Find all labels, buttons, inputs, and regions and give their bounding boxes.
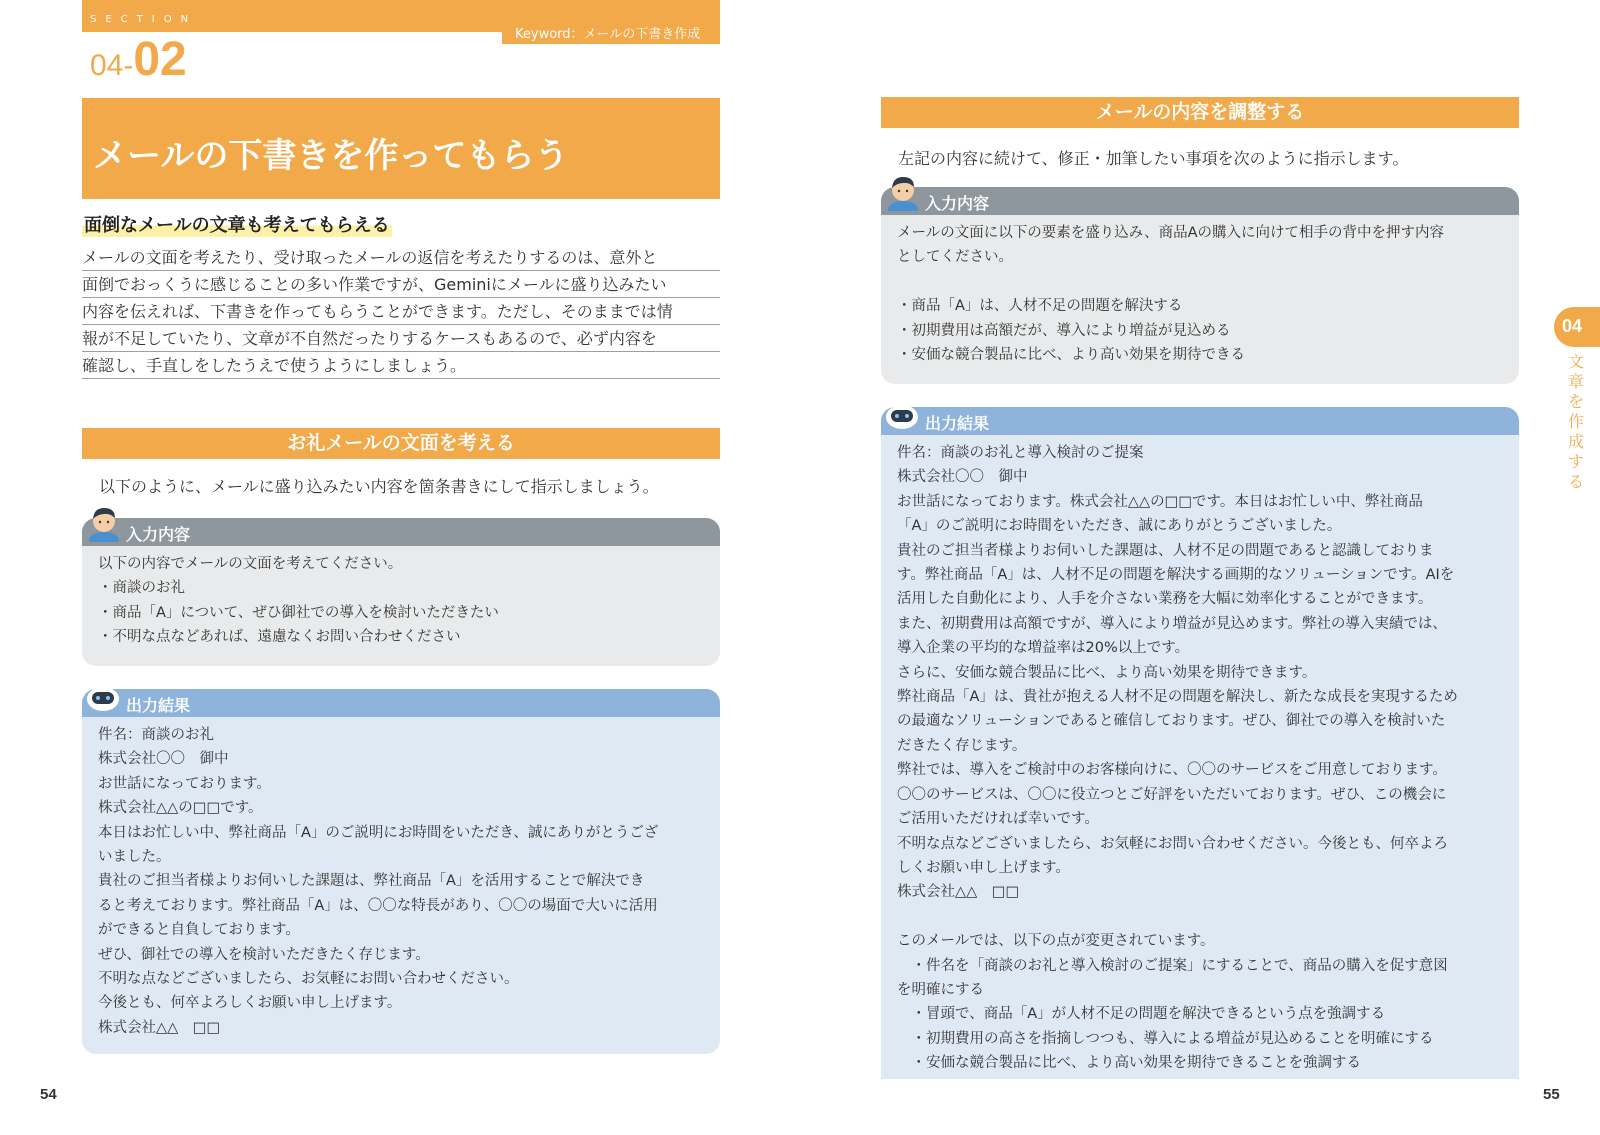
right-output-panel-title: 出力結果 <box>925 414 990 433</box>
output-line: 株式会社△△ □□ <box>897 884 1020 901</box>
left-section-heading: お礼メールの文面を考える <box>82 428 720 459</box>
left-input-panel <box>82 518 720 666</box>
output-line: ると考えております。弊社商品「A」は、〇〇な特長があり、〇〇の場面で大いに活用 <box>98 897 658 914</box>
output-line: さらに、安価な競合製品に比べ、より高い効果を期待できます。 <box>897 664 1317 681</box>
output-line: 株式会社〇〇 御中 <box>98 751 229 768</box>
output-line: を明確にする <box>897 981 984 998</box>
output-line: いました。 <box>98 849 171 866</box>
right-output-content <box>881 435 1519 1076</box>
input-line: ・初期費用は高額だが、導入により増益が見込める <box>897 322 1231 339</box>
input-line: ・安価な競合製品に比べ、より高い効果を期待できる <box>897 347 1245 364</box>
output-line: す。弊社商品「A」は、人材不足の問題を解決する画期的なソリューションです。AIを <box>897 567 1455 584</box>
sub-heading: 面倒なメールの文章も考えてもらえる <box>82 211 392 237</box>
left-input-content <box>82 546 720 650</box>
output-line: 弊社では、導入をご検討中のお客様向けに、〇〇のサービスをご用意しております。 <box>897 762 1447 779</box>
output-line: 不明な点などございましたら、お気軽にお問い合わせください。今後とも、何卒よろ <box>897 835 1448 852</box>
input-line: ・不明な点などあれば、遠慮なくお問い合わせください <box>98 629 461 646</box>
left-output-content <box>82 717 720 1040</box>
right-output-panel <box>881 407 1519 1079</box>
output-line: 「A」のご説明にお時間をいただき、誠にありがとうございました。 <box>897 518 1342 535</box>
right-intro-text: 左記の内容に続けて、修正・加筆したい事項を次のように指示します。 <box>898 149 1409 168</box>
output-line: ができると自負しております。 <box>98 922 300 939</box>
output-line: 今後とも、何卒よろしくお願い申し上げます。 <box>98 995 402 1012</box>
body-line: メールの文面を考えたり、受け取ったメールの返信を考えたりするのは、意外と <box>82 244 720 271</box>
chapter-tab-label <box>1566 352 1586 492</box>
body-paragraph <box>82 244 720 379</box>
output-line: ぜひ、御社での導入を検討いただきたく存じます。 <box>98 946 430 963</box>
input-line: 以下の内容でメールの文面を考えてください。 <box>98 556 403 572</box>
body-line: 確認し、手直しをしたうえで使うようにしましょう。 <box>82 352 720 379</box>
output-line: 導入企業の平均的な増益率は20%以上です。 <box>897 640 1190 657</box>
section-number <box>90 33 187 86</box>
person-avatar-icon <box>88 502 120 542</box>
body-line: 報が不足していたり、文章が不自然だったりするケースもあるので、必ず内容を <box>82 325 720 352</box>
chapter-tab-number: 04 <box>1562 316 1583 336</box>
output-line: 株式会社△△ □□ <box>98 1019 221 1036</box>
right-input-panel <box>881 187 1519 384</box>
robot-icon <box>86 683 120 713</box>
right-input-content <box>881 215 1519 367</box>
body-line: 面倒でおっくうに感じることの多い作業ですが、Geminiにメールに盛り込みたい <box>82 271 720 298</box>
output-line: 株式会社〇〇 御中 <box>897 469 1028 486</box>
person-avatar-icon <box>887 171 919 211</box>
output-line: 件名：商談のお礼と導入検討のご提案 <box>897 445 1144 461</box>
left-input-panel-title: 入力内容 <box>126 525 191 544</box>
input-line: メールの文面に以下の要素を盛り込み、商品Aの購入に向けて相手の背中を押す内容 <box>897 225 1444 241</box>
output-line: 株式会社△△の□□です。 <box>98 800 263 817</box>
output-line: お世話になっております。株式会社△△の□□です。本日はお忙しい中、弊社商品 <box>897 493 1423 510</box>
right-section-heading: メールの内容を調整する <box>881 97 1519 128</box>
page-number-right: 55 <box>1543 1086 1560 1103</box>
left-intro-text: 以下のように、メールに盛り込みたい内容を箇条書きにして指示しましょう。 <box>99 477 659 496</box>
output-line <box>897 905 1503 929</box>
left-output-panel-title: 出力結果 <box>126 696 191 715</box>
output-line: また、初期費用は高額ですが、導入により増益が見込めます。弊社の導入実績では、 <box>897 615 1447 632</box>
output-line: このメールでは、以下の点が変更されています。 <box>897 933 1215 950</box>
chapter-tab-char: 章 <box>1567 372 1584 391</box>
output-line: 〇〇のサービスは、〇〇に役立つとご好評をいただいております。ぜひ、この機会に <box>897 786 1447 803</box>
output-line: しくお願い申し上げます。 <box>897 859 1070 876</box>
chapter-tab-char: す <box>1567 452 1584 471</box>
output-line: ご活用いただければ幸いです。 <box>897 811 1099 828</box>
chapter-tab-char: る <box>1567 472 1584 491</box>
output-line: 件名：商談のお礼 <box>98 727 214 743</box>
output-line: 活用した自動化により、人手を介さない業務を大幅に効率化することができます。 <box>897 591 1433 608</box>
output-line: 不明な点などございましたら、お気軽にお問い合わせください。 <box>98 971 519 988</box>
left-output-panel-header <box>82 689 720 717</box>
section-number-prefix: 04- <box>90 49 134 82</box>
output-line: の最適なソリューションであると確信しております。ぜひ、御社での導入を検討いた <box>897 713 1446 730</box>
input-line: ・商品「A」は、人材不足の問題を解決する <box>897 298 1183 315</box>
keyword-label: Keyword：メールの下書き作成 <box>515 27 701 42</box>
input-line <box>897 270 1503 294</box>
output-line: 貴社のご担当者様よりお伺いした課題は、弊社商品「A」を活用することで解決でき <box>98 873 645 890</box>
body-line: 内容を伝えれば、下書きを作ってもらうことができます。ただし、そのままでは情 <box>82 298 720 325</box>
output-line: ・初期費用の高さを指摘しつつも、導入による増益が見込めることを明確にする <box>897 1030 1434 1047</box>
section-label: SECTION <box>90 14 198 25</box>
right-output-panel-header <box>881 407 1519 435</box>
input-line: としてください。 <box>897 249 1013 266</box>
output-line: ・冒頭で、商品「A」が人材不足の問題を解決できるという点を強調する <box>897 1006 1386 1023</box>
left-output-panel <box>82 689 720 1054</box>
chapter-tab-char: 文 <box>1567 352 1584 371</box>
output-line: 貴社のご担当者様よりお伺いした課題は、人材不足の問題であると認識しておりま <box>897 542 1434 559</box>
chapter-tab-char: 作 <box>1567 412 1584 431</box>
output-line: 本日はお忙しい中、弊社商品「A」のご説明にお時間をいただき、誠にありがとうござ <box>98 824 659 841</box>
left-input-panel-header <box>82 518 720 546</box>
output-line: お世話になっております。 <box>98 775 271 792</box>
page-number-left: 54 <box>40 1086 57 1103</box>
output-line: ・件名を「商談のお礼と導入検討のご提案」にすることで、商品の購入を促す意図 <box>897 957 1448 974</box>
input-line: ・商談のお礼 <box>98 580 185 597</box>
right-input-panel-title: 入力内容 <box>925 194 990 213</box>
input-line: ・商品「A」について、ぜひ御社での導入を検討いただきたい <box>98 604 499 621</box>
page-title: メールの下書きを作ってもらう <box>93 136 569 176</box>
robot-icon <box>885 401 919 431</box>
chapter-tab-char: 成 <box>1567 432 1584 451</box>
output-line: だきたく存じます。 <box>897 737 1027 754</box>
output-line: 弊社商品「A」は、貴社が抱える人材不足の問題を解決し、新たな成長を実現するため <box>897 689 1458 706</box>
right-input-panel-header <box>881 187 1519 215</box>
section-number-main: 02 <box>133 33 187 86</box>
chapter-tab-char: を <box>1567 392 1584 411</box>
output-line: ・安価な競合製品に比べ、より高い効果を期待できることを強調する <box>897 1055 1361 1072</box>
